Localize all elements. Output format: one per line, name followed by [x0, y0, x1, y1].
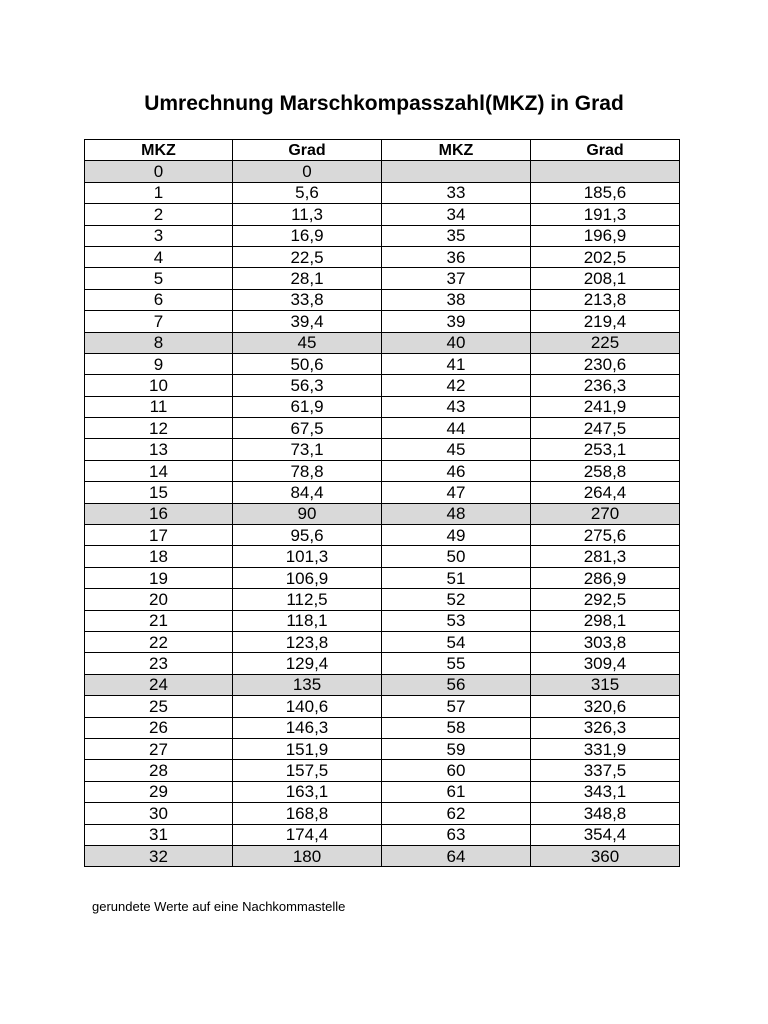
- table-row: [85, 674, 680, 695]
- table-row: [85, 204, 680, 225]
- table-row: [85, 696, 680, 717]
- cell-grad-right: 219,4: [531, 311, 680, 332]
- table-row: [85, 439, 680, 460]
- cell-grad-right: [531, 161, 680, 182]
- cell-grad-right: 191,3: [531, 204, 680, 225]
- cell-mkz-left: 28: [85, 760, 233, 781]
- cell-mkz-left: 22: [85, 631, 233, 652]
- cell-mkz-right: 58: [382, 717, 531, 738]
- table-row: [85, 161, 680, 182]
- cell-grad-left: 140,6: [233, 696, 382, 717]
- cell-mkz-left: 18: [85, 546, 233, 567]
- cell-grad-left: 61,9: [233, 396, 382, 417]
- cell-grad-right: 225: [531, 332, 680, 353]
- table-row: [85, 781, 680, 802]
- table-header-row: [85, 140, 680, 161]
- table-row: [85, 418, 680, 439]
- cell-grad-left: 84,4: [233, 482, 382, 503]
- cell-grad-left: 56,3: [233, 375, 382, 396]
- cell-mkz-left: 12: [85, 418, 233, 439]
- table-row: [85, 246, 680, 267]
- table-row: [85, 396, 680, 417]
- cell-grad-right: 208,1: [531, 268, 680, 289]
- cell-mkz-right: 63: [382, 824, 531, 845]
- cell-grad-right: 185,6: [531, 182, 680, 203]
- cell-grad-right: 270: [531, 503, 680, 524]
- cell-grad-right: 213,8: [531, 289, 680, 310]
- cell-grad-right: 286,9: [531, 567, 680, 588]
- cell-mkz-right: 51: [382, 567, 531, 588]
- cell-grad-right: 354,4: [531, 824, 680, 845]
- cell-mkz-left: 2: [85, 204, 233, 225]
- cell-grad-right: 337,5: [531, 760, 680, 781]
- cell-mkz-right: 45: [382, 439, 531, 460]
- cell-grad-right: 303,8: [531, 631, 680, 652]
- cell-grad-left: 123,8: [233, 631, 382, 652]
- cell-mkz-left: 9: [85, 353, 233, 374]
- cell-grad-left: 90: [233, 503, 382, 524]
- cell-mkz-left: 19: [85, 567, 233, 588]
- cell-mkz-left: 5: [85, 268, 233, 289]
- cell-grad-left: 5,6: [233, 182, 382, 203]
- cell-grad-right: 241,9: [531, 396, 680, 417]
- cell-mkz-left: 14: [85, 460, 233, 481]
- cell-mkz-left: 17: [85, 525, 233, 546]
- table-row: [85, 589, 680, 610]
- header-mkz-right: MKZ: [382, 140, 531, 161]
- cell-mkz-left: 16: [85, 503, 233, 524]
- cell-mkz-right: 56: [382, 674, 531, 695]
- cell-grad-left: 168,8: [233, 803, 382, 824]
- cell-grad-left: 0: [233, 161, 382, 182]
- cell-mkz-left: 25: [85, 696, 233, 717]
- cell-mkz-right: 34: [382, 204, 531, 225]
- conversion-table: [84, 139, 680, 867]
- cell-grad-left: 106,9: [233, 567, 382, 588]
- cell-mkz-right: 33: [382, 182, 531, 203]
- table-row: [85, 717, 680, 738]
- table-row: [85, 268, 680, 289]
- cell-mkz-left: 30: [85, 803, 233, 824]
- table-row: [85, 460, 680, 481]
- cell-mkz-right: 61: [382, 781, 531, 802]
- cell-mkz-left: 23: [85, 653, 233, 674]
- cell-grad-left: 73,1: [233, 439, 382, 460]
- cell-grad-left: 112,5: [233, 589, 382, 610]
- table-row: [85, 610, 680, 631]
- cell-mkz-left: 31: [85, 824, 233, 845]
- header-grad-right: Grad: [531, 140, 680, 161]
- cell-grad-left: 180: [233, 845, 382, 866]
- table-row: [85, 182, 680, 203]
- table-row: [85, 653, 680, 674]
- cell-mkz-left: 20: [85, 589, 233, 610]
- cell-mkz-left: 6: [85, 289, 233, 310]
- cell-grad-right: 360: [531, 845, 680, 866]
- cell-grad-left: 151,9: [233, 738, 382, 759]
- table-row: [85, 525, 680, 546]
- table-row: [85, 546, 680, 567]
- cell-mkz-right: 42: [382, 375, 531, 396]
- cell-mkz-left: 0: [85, 161, 233, 182]
- table-row: [85, 738, 680, 759]
- cell-grad-left: 101,3: [233, 546, 382, 567]
- footnote: gerundete Werte auf eine Nachkommastelle: [92, 899, 346, 914]
- cell-mkz-left: 29: [85, 781, 233, 802]
- table-row: [85, 631, 680, 652]
- cell-mkz-left: 11: [85, 396, 233, 417]
- cell-grad-left: 22,5: [233, 246, 382, 267]
- table-row: [85, 760, 680, 781]
- cell-grad-right: 264,4: [531, 482, 680, 503]
- cell-mkz-right: 57: [382, 696, 531, 717]
- cell-grad-right: 236,3: [531, 375, 680, 396]
- cell-mkz-right: 60: [382, 760, 531, 781]
- table-row: [85, 332, 680, 353]
- cell-mkz-left: 3: [85, 225, 233, 246]
- cell-grad-right: 292,5: [531, 589, 680, 610]
- table-row: [85, 845, 680, 866]
- cell-mkz-left: 27: [85, 738, 233, 759]
- table-row: [85, 482, 680, 503]
- cell-mkz-right: 38: [382, 289, 531, 310]
- cell-grad-right: 196,9: [531, 225, 680, 246]
- table-row: [85, 289, 680, 310]
- cell-grad-right: 320,6: [531, 696, 680, 717]
- cell-grad-right: 281,3: [531, 546, 680, 567]
- cell-grad-left: 28,1: [233, 268, 382, 289]
- table-row: [85, 353, 680, 374]
- cell-grad-left: 78,8: [233, 460, 382, 481]
- table-row: [85, 567, 680, 588]
- cell-mkz-left: 8: [85, 332, 233, 353]
- cell-grad-left: 95,6: [233, 525, 382, 546]
- cell-mkz-right: 53: [382, 610, 531, 631]
- cell-mkz-right: 48: [382, 503, 531, 524]
- cell-mkz-right: 50: [382, 546, 531, 567]
- cell-grad-left: 67,5: [233, 418, 382, 439]
- cell-mkz-left: 7: [85, 311, 233, 332]
- header-mkz-left: MKZ: [85, 140, 233, 161]
- cell-mkz-right: 55: [382, 653, 531, 674]
- cell-mkz-left: 13: [85, 439, 233, 460]
- cell-mkz-left: 26: [85, 717, 233, 738]
- cell-grad-left: 129,4: [233, 653, 382, 674]
- cell-mkz-right: 40: [382, 332, 531, 353]
- table-row: [85, 375, 680, 396]
- cell-mkz-right: 52: [382, 589, 531, 610]
- cell-mkz-right: 49: [382, 525, 531, 546]
- cell-mkz-right: 37: [382, 268, 531, 289]
- table-row: [85, 803, 680, 824]
- cell-mkz-right: 64: [382, 845, 531, 866]
- cell-grad-left: 157,5: [233, 760, 382, 781]
- cell-grad-left: 16,9: [233, 225, 382, 246]
- cell-grad-right: 315: [531, 674, 680, 695]
- table-row: [85, 225, 680, 246]
- header-grad-left: Grad: [233, 140, 382, 161]
- cell-grad-right: 247,5: [531, 418, 680, 439]
- cell-mkz-right: 46: [382, 460, 531, 481]
- cell-mkz-right: 54: [382, 631, 531, 652]
- table-row: [85, 503, 680, 524]
- cell-mkz-right: 43: [382, 396, 531, 417]
- cell-mkz-left: 15: [85, 482, 233, 503]
- cell-grad-right: 275,6: [531, 525, 680, 546]
- page-title: Umrechnung Marschkompasszahl(MKZ) in Grad: [144, 92, 624, 115]
- cell-grad-right: 230,6: [531, 353, 680, 374]
- cell-mkz-right: 62: [382, 803, 531, 824]
- cell-mkz-right: 35: [382, 225, 531, 246]
- cell-mkz-right: 44: [382, 418, 531, 439]
- cell-grad-right: 258,8: [531, 460, 680, 481]
- cell-grad-right: 348,8: [531, 803, 680, 824]
- cell-grad-left: 135: [233, 674, 382, 695]
- cell-grad-left: 11,3: [233, 204, 382, 225]
- cell-grad-right: 253,1: [531, 439, 680, 460]
- cell-grad-left: 45: [233, 332, 382, 353]
- table-row: [85, 824, 680, 845]
- cell-mkz-left: 4: [85, 246, 233, 267]
- cell-grad-left: 39,4: [233, 311, 382, 332]
- cell-grad-left: 50,6: [233, 353, 382, 374]
- cell-mkz-right: 47: [382, 482, 531, 503]
- cell-grad-left: 163,1: [233, 781, 382, 802]
- cell-grad-right: 202,5: [531, 246, 680, 267]
- cell-grad-right: 343,1: [531, 781, 680, 802]
- cell-grad-left: 146,3: [233, 717, 382, 738]
- cell-mkz-left: 24: [85, 674, 233, 695]
- cell-grad-right: 298,1: [531, 610, 680, 631]
- cell-grad-right: 309,4: [531, 653, 680, 674]
- cell-mkz-right: 36: [382, 246, 531, 267]
- cell-mkz-left: 1: [85, 182, 233, 203]
- cell-grad-right: 331,9: [531, 738, 680, 759]
- cell-mkz-left: 10: [85, 375, 233, 396]
- cell-mkz-right: 39: [382, 311, 531, 332]
- cell-mkz-left: 21: [85, 610, 233, 631]
- cell-mkz-right: 41: [382, 353, 531, 374]
- cell-grad-left: 33,8: [233, 289, 382, 310]
- cell-mkz-right: 59: [382, 738, 531, 759]
- table-row: [85, 311, 680, 332]
- cell-mkz-left: 32: [85, 845, 233, 866]
- cell-grad-left: 174,4: [233, 824, 382, 845]
- cell-grad-right: 326,3: [531, 717, 680, 738]
- cell-grad-left: 118,1: [233, 610, 382, 631]
- table-body: [85, 161, 680, 867]
- cell-mkz-right: [382, 161, 531, 182]
